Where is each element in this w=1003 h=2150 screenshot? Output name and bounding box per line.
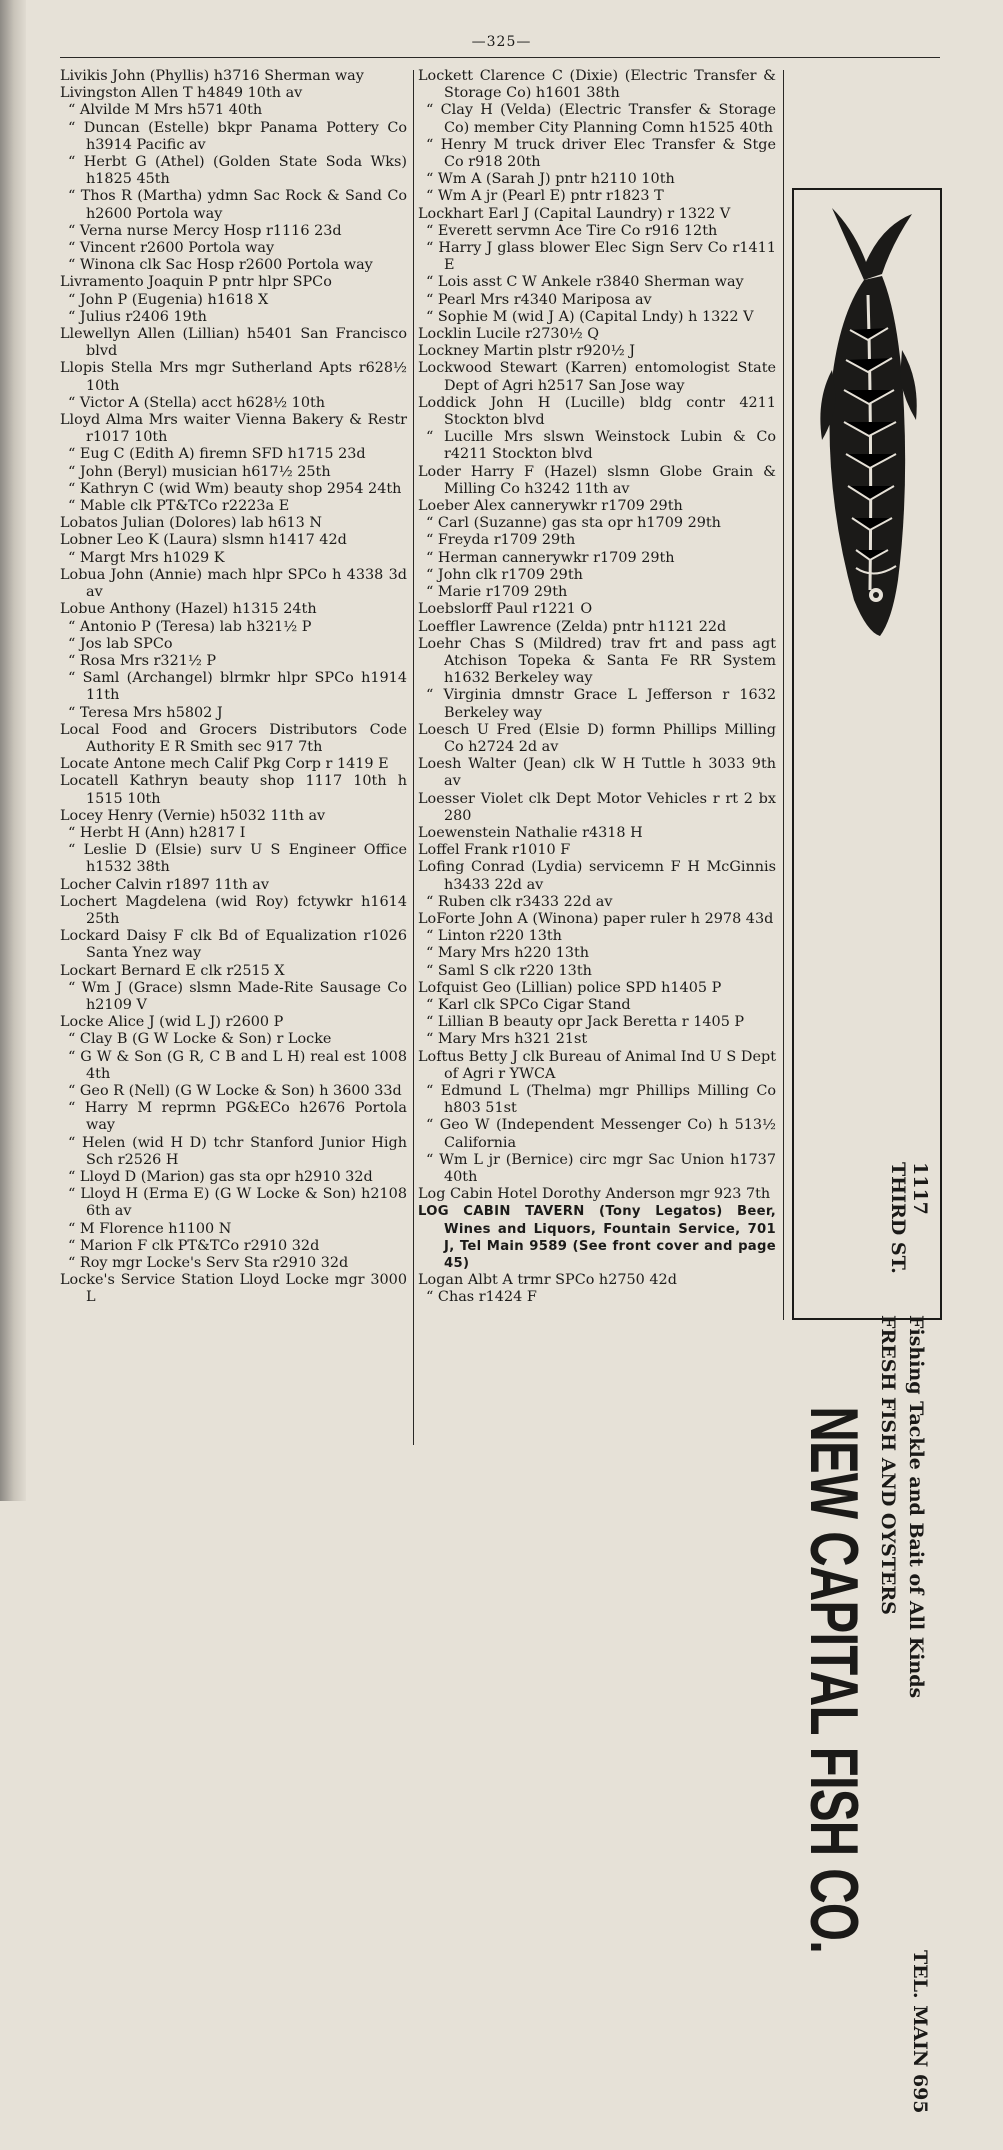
directory-entry: Llopis Stella Mrs mgr Sutherland Apts r628½ 10th bbox=[60, 360, 407, 394]
directory-entry: Locher Calvin r1897 11th av bbox=[60, 876, 270, 893]
directory-entry: “ Herman cannerywkr r1709 29th bbox=[426, 549, 675, 566]
ad-tagline: FRESH FISH AND OYSTERS bbox=[877, 1315, 899, 1615]
directory-entry: “ Eug C (Edith A) firemn SFD h1715 23d bbox=[68, 446, 366, 463]
directory-entry: “ Pearl Mrs r4340 Mariposa av bbox=[426, 291, 652, 308]
directory-entry: “ Edmund L (Thelma) mgr Phillips Milling Co h803 51st bbox=[426, 1082, 776, 1117]
directory-entry: “ Helen (wid H D) tchr Stanford Junior High Sch r2526 H bbox=[68, 1134, 407, 1168]
directory-entry: Livingston Allen T h4849 10th av bbox=[60, 85, 303, 102]
directory-entry: Loffel Frank r1010 F bbox=[418, 842, 571, 859]
directory-entry: Lockett Clarence C (Dixie) (Electric Transfer & Storage Co) h1601 38th bbox=[418, 68, 776, 102]
directory-entry: “ Mable clk PT&TCo r2223a E bbox=[68, 498, 290, 515]
directory-entry: “ Harry M reprmn PG&ECo h2676 Portola way bbox=[68, 1100, 407, 1134]
directory-entry: “ Herbt H (Ann) h2817 I bbox=[68, 824, 246, 841]
directory-entry: “ John P (Eugenia) h1618 X bbox=[68, 291, 269, 308]
directory-entry: Loesser Violet clk Dept Motor Vehicles r rt 2 bx 280 bbox=[418, 790, 776, 824]
ad-phone: TEL. MAIN 695 bbox=[909, 1950, 931, 2114]
directory-entry: “ Wm L jr (Bernice) circ mgr Sac Union h1737 40th bbox=[426, 1151, 776, 1185]
top-rule bbox=[60, 57, 940, 58]
directory-entry: “ Clay B (G W Locke & Son) r Locke bbox=[68, 1031, 332, 1048]
directory-entry: “ Virginia dmnstr Grace L Jefferson r 1632 Berkeley way bbox=[426, 687, 776, 721]
directory-entry: “ Lucille Mrs slswn Weinstock Lubin & Co r4211 Stockton blvd bbox=[426, 429, 776, 463]
directory-entry: Loesch U Fred (Elsie D) formn Phillips Milling Co h2724 2d av bbox=[418, 721, 776, 755]
directory-entry: “ Ruben clk r3433 22d av bbox=[426, 893, 613, 910]
directory-entry: Lockwood Stewart (Karren) entomologist State Dept of Agri h2517 San Jose way bbox=[418, 360, 776, 394]
directory-entry: “ Lloyd H (Erma E) (G W Locke & Son) h2108 6th av bbox=[68, 1186, 407, 1220]
directory-entry: “ Thos R (Martha) ydmn Sac Rock & Sand Co h2600 Portola way bbox=[68, 188, 407, 222]
directory-entry: “ John clk r1709 29th bbox=[426, 566, 583, 583]
directory-entry: “ Carl (Suzanne) gas sta opr h1709 29th bbox=[426, 515, 721, 532]
directory-entry: “ Everett servmn Ace Tire Co r916 12th bbox=[426, 222, 718, 239]
directory-entry: Locatell Kathryn beauty shop 1117 10th h 1515 10th bbox=[60, 773, 407, 807]
directory-entry: “ Margt Mrs h1029 K bbox=[68, 549, 225, 566]
directory-entry: “ Saml (Archangel) blrmkr hlpr SPCo h1914 11th bbox=[68, 670, 407, 704]
ad-subline: Fishing Tackle and Bait of All Kinds bbox=[905, 1315, 927, 1699]
directory-entry: “ Verna nurse Mercy Hosp r1116 23d bbox=[68, 222, 342, 239]
directory-entry: Locklin Lucile r2730½ Q bbox=[418, 326, 600, 343]
directory-entry: “ Chas r1424 F bbox=[426, 1289, 537, 1306]
directory-entry: “ John (Beryl) musician h617½ 25th bbox=[68, 463, 331, 480]
directory-entry: Locke Alice J (wid L J) r2600 P bbox=[60, 1014, 284, 1031]
directory-entry: “ Henry M truck driver Elec Transfer & Stge Co r918 20th bbox=[426, 136, 776, 171]
directory-entry: Livramento Joaquin P pntr hlpr SPCo bbox=[60, 274, 332, 291]
directory-entry: Loddick John H (Lucille) bldg contr 4211 Stockton blvd bbox=[418, 394, 776, 429]
book-spine-shadow bbox=[0, 0, 26, 1501]
directory-entry: “ Victor A (Stella) acct h628½ 10th bbox=[68, 394, 326, 411]
directory-entry: Llewellyn Allen (Lillian) h5401 San Francisco blvd bbox=[60, 326, 407, 360]
page-number: —325— bbox=[471, 34, 532, 50]
left-column bbox=[60, 68, 407, 1307]
directory-entry: “ Antonio P (Teresa) lab h321½ P bbox=[68, 618, 312, 635]
directory-entry: Local Food and Grocers Distributors Code Authority E R Smith sec 917 7th bbox=[60, 721, 407, 755]
directory-entry: “ Lillian B beauty opr Jack Beretta r 1405 P bbox=[426, 1014, 745, 1031]
ad-divider bbox=[783, 70, 784, 1320]
directory-entry: Lobua John (Annie) mach hlpr SPCo h 4338 3d av bbox=[60, 566, 407, 601]
directory-entry: Loewenstein Nathalie r4318 H bbox=[418, 824, 643, 841]
directory-entry: Locate Antone mech Calif Pkg Corp r 1419 E bbox=[60, 756, 389, 773]
directory-entry: “ Wm A (Sarah J) pntr h2110 10th bbox=[426, 171, 675, 188]
column-divider bbox=[413, 70, 414, 1445]
directory-entry: “ Kathryn C (wid Wm) beauty shop 2954 24th bbox=[68, 480, 402, 497]
directory-entry: “ Leslie D (Elsie) surv U S Engineer Office h1532 38th bbox=[68, 842, 407, 876]
directory-entry: Lofing Conrad (Lydia) servicemn F H McGinnis h3433 22d av bbox=[418, 859, 776, 893]
directory-entry: “ Roy mgr Locke's Serv Sta r2910 32d bbox=[68, 1255, 349, 1272]
directory-entry: Lochert Magdelena (wid Roy) fctywkr h1614 25th bbox=[60, 893, 407, 927]
directory-entry: “ Mary Mrs h220 13th bbox=[426, 945, 590, 962]
directory-entry: “ Vincent r2600 Portola way bbox=[68, 240, 275, 257]
directory-entry: “ Marie r1709 29th bbox=[426, 584, 568, 601]
directory-entry: “ Linton r220 13th bbox=[426, 928, 562, 945]
directory-entry: “ Mary Mrs h321 21st bbox=[426, 1031, 588, 1048]
directory-entry: “ Clay H (Velda) (Electric Transfer & Storage Co) member City Planning Comn h1525 40th bbox=[426, 102, 776, 136]
directory-entry: “ Karl clk SPCo Cigar Stand bbox=[426, 996, 631, 1013]
directory-entry: “ Saml S clk r220 13th bbox=[426, 962, 592, 979]
directory-entry: “ Harry J glass blower Elec Sign Serv Co r1411 E bbox=[426, 240, 776, 274]
directory-entry: Logan Albt A trmr SPCo h2750 42d bbox=[418, 1272, 677, 1289]
ad-address: 1117 THIRD ST. bbox=[887, 1162, 931, 1274]
fish-icon bbox=[812, 200, 927, 640]
middle-column bbox=[418, 68, 776, 1307]
directory-entry: “ Alvilde M Mrs h571 40th bbox=[68, 102, 263, 119]
directory-entry: Loeber Alex cannerywkr r1709 29th bbox=[418, 498, 683, 515]
directory-entry: “ M Florence h1100 N bbox=[68, 1220, 232, 1237]
directory-entry: Lloyd Alma Mrs waiter Vienna Bakery & Restr r1017 10th bbox=[60, 412, 407, 446]
directory-entry: “ Wm J (Grace) slsmn Made-Rite Sausage Co h2109 V bbox=[68, 979, 407, 1013]
directory-entry: LOG CABIN TAVERN (Tony Legatos) Beer, Wines and Liquors, Fountain Service, 701 J, Tel Main 9589 (See front cover and page 45) bbox=[418, 1204, 776, 1272]
directory-entry: “ Lloyd D (Marion) gas sta opr h2910 32d bbox=[68, 1169, 373, 1185]
directory-entry: “ Lois asst C W Ankele r3840 Sherman way bbox=[426, 274, 744, 291]
directory-entry: Lobner Leo K (Laura) slsmn h1417 42d bbox=[60, 532, 347, 549]
directory-entry: “ Geo R (Nell) (G W Locke & Son) h 3600 33d bbox=[68, 1082, 402, 1099]
directory-entry: Log Cabin Hotel Dorothy Anderson mgr 923 7th bbox=[418, 1186, 771, 1203]
directory-entry: Livikis John (Phyllis) h3716 Sherman way bbox=[60, 68, 364, 84]
directory-entry: Locey Henry (Vernie) h5032 11th av bbox=[60, 807, 326, 824]
directory-entry: “ Freyda r1709 29th bbox=[426, 532, 576, 549]
directory-entry: “ Marion F clk PT&TCo r2910 32d bbox=[68, 1237, 320, 1254]
directory-entry: Loehr Chas S (Mildred) trav frt and pass agt Atchison Topeka & Santa Fe RR System h1632 Berkeley way bbox=[418, 635, 776, 687]
directory-entry: Lockart Bernard E clk r2515 X bbox=[60, 962, 285, 979]
directory-entry: “ Sophie M (wid J A) (Capital Lndy) h 1322 V bbox=[426, 308, 754, 325]
directory-entry: Loftus Betty J clk Bureau of Animal Ind U S Dept of Agri r YWCA bbox=[418, 1048, 776, 1082]
directory-entry: “ Winona clk Sac Hosp r2600 Portola way bbox=[68, 257, 373, 274]
directory-entry: Lockard Daisy F clk Bd of Equalization r1026 Santa Ynez way bbox=[60, 928, 407, 962]
directory-entry: “ Wm A jr (Pearl E) pntr r1823 T bbox=[426, 188, 664, 205]
directory-entry: Loesh Walter (Jean) clk W H Tuttle h 3033 9th av bbox=[418, 756, 776, 790]
directory-entry: “ Teresa Mrs h5802 J bbox=[68, 704, 223, 721]
directory-entry: Locke's Service Station Lloyd Locke mgr 3000 L bbox=[60, 1272, 407, 1306]
directory-entry: “ G W & Son (G R, C B and L H) real est 1008 4th bbox=[68, 1048, 407, 1082]
directory-entry: “ Jos lab SPCo bbox=[68, 635, 173, 652]
ad-company-name: NEW CAPITAL FISH CO. bbox=[796, 1406, 872, 1954]
directory-entry: LoForte John A (Winona) paper ruler h 2978 43d bbox=[418, 910, 774, 927]
directory-entry: Lobatos Julian (Dolores) lab h613 N bbox=[60, 515, 323, 532]
advertisement-box bbox=[792, 188, 942, 2114]
directory-entry: “ Herbt G (Athel) (Golden State Soda Wks) h1825 45th bbox=[68, 154, 407, 188]
directory-entry: Lobue Anthony (Hazel) h1315 24th bbox=[60, 601, 317, 618]
directory-entry: Lofquist Geo (Lillian) police SPD h1405 P bbox=[418, 979, 722, 996]
directory-entry: “ Julius r2406 19th bbox=[68, 308, 207, 325]
directory-entry: “ Geo W (Independent Messenger Co) h 513½ California bbox=[426, 1117, 776, 1151]
directory-entry: “ Rosa Mrs r321½ P bbox=[68, 652, 217, 669]
directory-entry: Loebslorff Paul r1221 O bbox=[418, 601, 593, 618]
directory-entry: “ Duncan (Estelle) bkpr Panama Pottery Co h3914 Pacific av bbox=[68, 119, 407, 153]
directory-entry: Lockney Martin plstr r920½ J bbox=[418, 343, 635, 360]
directory-entry: Loder Harry F (Hazel) slsmn Globe Grain & Milling Co h3242 11th av bbox=[418, 463, 776, 497]
directory-entry: Loeffler Lawrence (Zelda) pntr h1121 22d bbox=[418, 618, 727, 635]
directory-entry: Lockhart Earl J (Capital Laundry) r 1322 V bbox=[418, 205, 731, 222]
